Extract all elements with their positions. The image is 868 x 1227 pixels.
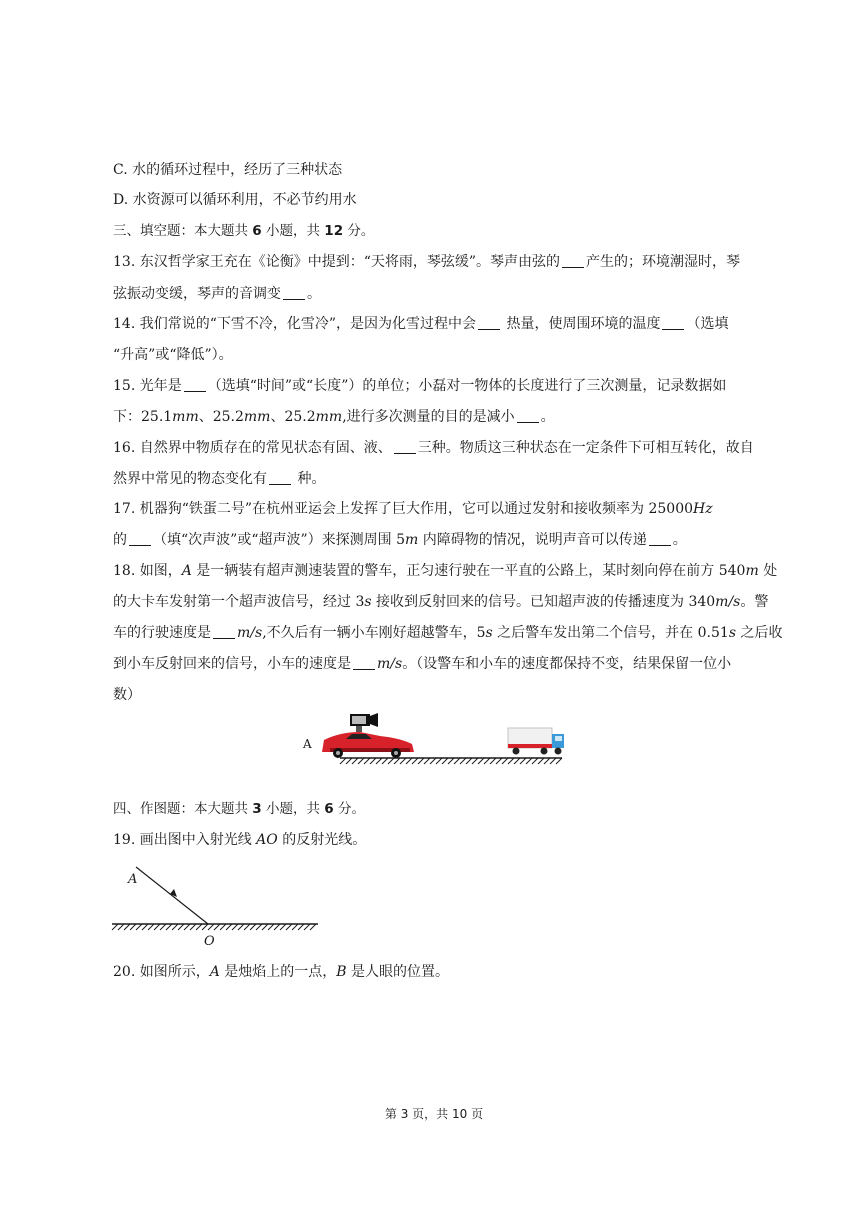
answer-blank[interactable] (213, 624, 235, 639)
hatch-mark (466, 758, 472, 764)
hatch-mark (544, 758, 550, 764)
question-19: 19. 画出图中入射光线 AO 的反射光线。 (113, 832, 367, 848)
hatch-mark (496, 758, 502, 764)
hatch-mark (286, 924, 292, 930)
figure-label-a: A (303, 737, 312, 751)
answer-blank[interactable] (562, 253, 584, 268)
hatch-mark (220, 924, 226, 930)
question-18-line-1: 18. 如图，A 是一辆装有超声测速装置的警车，正匀速行驶在一平直的公路上，某时刻向停在前方 540m 处 (113, 563, 778, 579)
answer-blank[interactable] (283, 285, 305, 300)
hatch-mark (418, 758, 424, 764)
truck-icon (508, 728, 564, 755)
hatch-mark (358, 758, 364, 764)
hatch-mark (304, 924, 310, 930)
hatch-mark (436, 758, 442, 764)
hatch-mark (190, 924, 196, 930)
hatch-mark (172, 924, 178, 930)
hatch-mark (112, 924, 118, 930)
hatch-mark (340, 758, 346, 764)
hatch-mark (400, 758, 406, 764)
answer-blank[interactable] (662, 315, 684, 330)
point-a-label: A (128, 872, 138, 887)
hatch-mark (550, 758, 556, 764)
hatch-mark (226, 924, 232, 930)
hatch-mark (124, 924, 130, 930)
hatch-mark (292, 924, 298, 930)
hatch-mark (538, 758, 544, 764)
answer-blank[interactable] (394, 439, 416, 454)
question-15-line-2: 下：25.1mm、25.2mm、25.2mm,进行多次测量的目的是减小 。 (113, 409, 555, 425)
police-car-truck-figure (300, 708, 570, 772)
hatch-mark (178, 924, 184, 930)
hatch-mark (442, 758, 448, 764)
hatch-mark (526, 758, 532, 764)
police-car-icon (322, 713, 414, 758)
hatch-mark (310, 924, 316, 930)
hatch-mark (232, 924, 238, 930)
option-d: D. 水资源可以循环利用，不必节约用水 (113, 192, 357, 208)
ray-arrow-icon (170, 889, 177, 897)
hatch-mark (238, 924, 244, 930)
hatch-mark (262, 924, 268, 930)
hatch-mark (424, 758, 430, 764)
question-18-line-2: 的大卡车发射第一个超声波信号，经过 3s 接收到反射回来的信号。已知超声波的传播速度为 340m/s。警 (113, 594, 769, 610)
hatch-mark (280, 924, 286, 930)
question-14-line-1: 14. 我们常说的“下雪不冷，化雪冷”，是因为化雪过程中会 热量，使周围环境的温度 （选填 (113, 316, 729, 332)
section-3-title: 三、填空题：本大题共 6 小题，共 12 分。 (113, 223, 375, 239)
hatch-mark (364, 758, 370, 764)
question-16-line-2: 然界中常见的物态变化有 种。 (113, 471, 326, 487)
hatch-mark (556, 758, 562, 764)
answer-blank[interactable] (478, 315, 500, 330)
hatch-mark (460, 758, 466, 764)
question-14-line-2: “升高”或“降低”）。 (113, 347, 233, 363)
hatch-mark (130, 924, 136, 930)
question-20: 20. 如图所示，A 是烛焰上的一点，B 是人眼的位置。 (113, 964, 450, 980)
hatch-mark (448, 758, 454, 764)
hatch-mark (250, 924, 256, 930)
hatch-mark (370, 758, 376, 764)
hatch-mark (148, 924, 154, 930)
hatch-mark (268, 924, 274, 930)
answer-blank[interactable] (517, 408, 539, 423)
answer-blank[interactable] (353, 655, 375, 670)
incident-ray (136, 867, 208, 924)
hatch-mark (412, 758, 418, 764)
hatch-mark (154, 924, 160, 930)
hatch-mark (376, 758, 382, 764)
hatch-mark (244, 924, 250, 930)
hatch-mark (160, 924, 166, 930)
question-13-line-2: 弦振动变缓，琴声的音调变 。 (113, 286, 321, 302)
answer-blank[interactable] (129, 531, 151, 546)
hatch-mark (208, 924, 214, 930)
hatch-mark (256, 924, 262, 930)
hatch-mark (166, 924, 172, 930)
hatch-mark (520, 758, 526, 764)
hatch-mark (532, 758, 538, 764)
question-17-line-1: 17. 机器狗“铁蛋二号”在杭州亚运会上发挥了巨大作用，它可以通过发射和接收频率为 25000Hz (113, 501, 713, 517)
question-18-line-5: 数） (113, 687, 141, 703)
question-15-line-1: 15. 光年是 （选填“时间”或“长度”）的单位；小磊对一物体的长度进行了三次测量，记录数据如 (113, 378, 727, 394)
hatch-mark (352, 758, 358, 764)
hatch-mark (298, 924, 304, 930)
hatch-mark (184, 924, 190, 930)
hatch-mark (274, 924, 280, 930)
question-18-line-3: 车的行驶速度是 m/s,不久后有一辆小车刚好超越警车，5s 之后警车发出第二个信号，并在 0.51s 之后收 (113, 625, 783, 641)
hatch-mark (388, 758, 394, 764)
question-18-line-4: 到小车反射回来的信号，小车的速度是 m/s。（设警车和小车的速度都保持不变，结果保留一位小 (113, 656, 732, 672)
hatch-mark (118, 924, 124, 930)
question-13-line-1: 13. 东汉哲学家王充在《论衡》中提到：“天将雨，琴弦缓”。琴声由弦的 产生的；环境潮湿时，琴 (113, 254, 741, 270)
hatch-mark (454, 758, 460, 764)
hatch-mark (196, 924, 202, 930)
answer-blank[interactable] (184, 377, 206, 392)
hatch-mark (502, 758, 508, 764)
hatch-mark (430, 758, 436, 764)
hatch-mark (508, 758, 514, 764)
hatch-mark (382, 758, 388, 764)
hatch-mark (136, 924, 142, 930)
hatch-mark (394, 758, 400, 764)
hatch-mark (472, 758, 478, 764)
hatch-mark (346, 758, 352, 764)
road-ground (340, 758, 562, 764)
reflection-figure (108, 855, 328, 955)
answer-blank[interactable] (269, 470, 291, 485)
question-17-line-2: 的 （填“次声波”或“超声波”）来探测周围 5m 内障碍物的情况，说明声音可以传递 。 (113, 532, 687, 548)
point-o-label: O (204, 934, 215, 949)
hatch-mark (514, 758, 520, 764)
hatch-mark (406, 758, 412, 764)
hatch-mark (478, 758, 484, 764)
hatch-mark (142, 924, 148, 930)
answer-blank[interactable] (649, 531, 671, 546)
section-4-title: 四、作图题：本大题共 3 小题，共 6 分。 (113, 801, 365, 817)
hatch-mark (214, 924, 220, 930)
option-c: C. 水的循环过程中，经历了三种状态 (113, 162, 343, 178)
hatch-mark (202, 924, 208, 930)
question-16-line-1: 16. 自然界中物质存在的常见状态有固、液、 三种。物质这三种状态在一定条件下可相互转化，故自 (113, 440, 754, 456)
hatch-mark (484, 758, 490, 764)
hatch-mark (490, 758, 496, 764)
page-footer: 第 3 页，共 10 页 (384, 1107, 484, 1121)
